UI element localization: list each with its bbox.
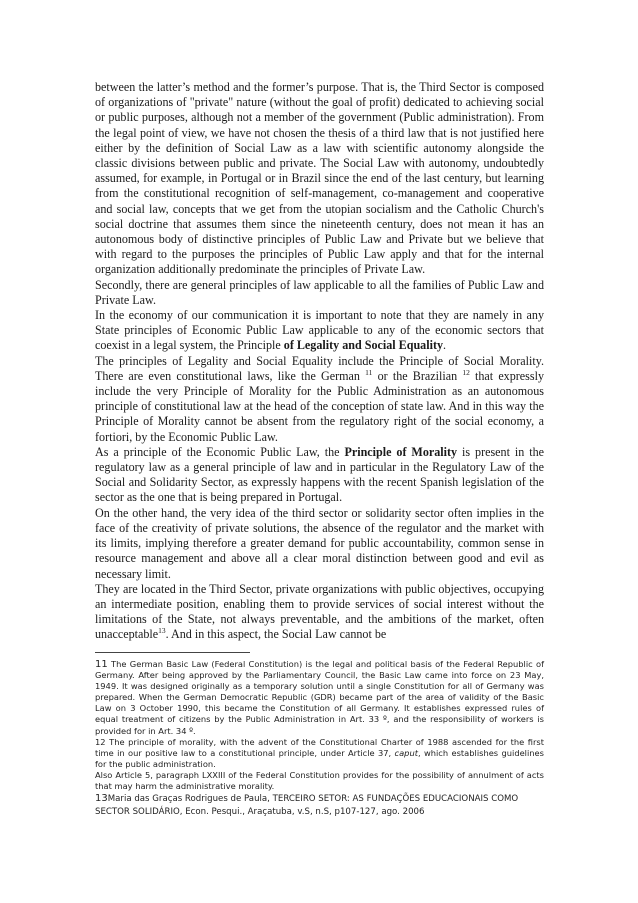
footnote-12-continued-text: Also Article 5, paragraph LXXIII of the Federal Constitution provides for the possibility of annulment of acts that may harm the administrative morality. xyxy=(95,769,544,792)
paragraph-4-end: that expressly include the very Principle of Morality for the Public Administration as an autonomous principle of constitutional law at the head of the conception of state law. And in this way the Principle of Morality cannot be absent from the regulatory right of the social economy, a fortiori, by the Economic Public Law. xyxy=(95,368,544,444)
legality-equality-bold: of Legality and Social Equality xyxy=(283,338,444,353)
paragraph-3-text: In the economy of our communication it is important to note that they are namely in any State principles of Economic Public Law applicable to any of the economic sectors that coexist in a legal system, the Principle xyxy=(95,308,544,353)
caput-italic: caput xyxy=(394,747,418,758)
footnote-11 xyxy=(95,659,544,737)
paragraph-4-mid: or the Brazilian xyxy=(372,368,463,383)
principle-of-morality-bold: Principle of Morality xyxy=(344,444,458,459)
body-text xyxy=(95,80,544,643)
paragraph-4-text: The principles of Legality and Social Equality include the Principle of Social Morality. There are even constitutional laws, like the German xyxy=(95,353,544,383)
footnote-ref-13[interactable]: 13 xyxy=(158,626,166,636)
footnote-ref-12[interactable]: 12 xyxy=(462,367,470,377)
paragraph-7-text: They are located in the Third Sector, private organizations with public objectives, occupying an intermediate position, enabling them to provide services of social interest without the limitations of the State, not always preventable, and the ambitions of the market, often unacceptable xyxy=(95,581,544,642)
footnote-11-text: The German Basic Law (Federal Constitution) is the legal and political basis of the Federal Republic of Germany. After being approved by the Parliamentary Council, the Basic Law came into force on 23 May, 1949. It was designed originally as a temporary solution until a single Constitution for all of Germany was prepared. When the German Democratic Republic (GDR) became part of the area of validity of the Basic Law on 3 October 1990, this became the Constitution of all Germany. It establishes expressed rules of equal treatment of citizens by the Public Administration in Art. 33 º, and the responsibility of workers is provided for in Art. 34 º. xyxy=(95,659,544,736)
paragraph-1-text: between the latter’s method and the former’s purpose. That is, the Third Sector is composed of organizations of "private" nature (without the goal of profit) dedicated to achieving social or public purposes, although not a member of the government (Public administration). From the legal point of view, we have not chosen the thesis of a third law that is not justified here either by the definition of Social Law as a law with scientific autonomy alongside the classic divisions between public and private. The Social Law with autonomy, undoubtedly assumed, for example, in Portugal or in Brazil since the end of the last century, but learning from the constitutional recognition of self-management, co-management and cooperative and social law, concepts that we get from the utopian socialism and the Catholic Church's social doctrine that assumes them since the nineteenth century, does not mean it has an autonomous body of distinctive principles of Public Law and Private but we believe that with regard to the purposes the principles of Public Law apply and that for the internal organization additionally predominate the principles of Private Law. xyxy=(95,80,544,277)
paragraph-7-end: . And in this aspect, the Social Law cannot be xyxy=(165,627,387,642)
paragraph-3 xyxy=(95,308,544,354)
footnote-12-end: , which establishes guidelines for the public administration. xyxy=(95,747,544,769)
footnote-12-mark: 12 xyxy=(95,736,106,747)
footnote-12 xyxy=(95,737,544,770)
paragraph-7 xyxy=(95,582,544,643)
paragraph-1 xyxy=(95,80,544,278)
paragraph-2 xyxy=(95,278,544,308)
paragraph-2-text: Secondly, there are general principles of law applicable to all the families of Public Law and Private Law. xyxy=(95,277,544,307)
footnote-12-text: The principle of morality, with the advent of the Constitutional Charter of 1988 ascended for the first time in our positive law to a constitutional principle, under Article 37, xyxy=(95,736,544,758)
paragraph-5-text: As a principle of the Economic Public Law, the xyxy=(95,444,345,459)
footnote-13 xyxy=(95,792,544,819)
paragraph-5 xyxy=(95,445,544,506)
footnote-13-mark: 13 xyxy=(95,793,108,805)
paragraph-3-end: . xyxy=(443,338,447,353)
footnotes xyxy=(95,659,544,819)
footnote-11-mark: 11 xyxy=(95,659,108,670)
footnote-separator xyxy=(95,652,250,653)
footnote-ref-11[interactable]: 11 xyxy=(365,367,373,377)
paragraph-5-end: is present in the regulatory law as a general principle of law and in particular in the Regulatory Law of the Social and Solidarity Sector, as expressly happens with the recent Spanish legislation of the sector as the one that is being prepared in Portugal. xyxy=(95,444,545,505)
paragraph-4 xyxy=(95,354,544,445)
footnote-13-text: Maria das Graças Rodrigues de Paula, TERCEIRO SETOR: AS FUNDAÇÕES EDUCACIONAIS COMO SECTOR SOLIDÁRIO, Econ. Pesqui., Araçatuba, v.S, n.S, p107-127, ago. 2006 xyxy=(95,794,519,818)
paragraph-6 xyxy=(95,506,544,582)
footnote-12-continued xyxy=(95,770,544,792)
paragraph-6-text: On the other hand, the very idea of the third sector or solidarity sector often implies in the face of the creativity of private solutions, the absence of the regulator and the market with its limits, implying therefore a greater demand for public accountability, common sense in resource management and above all a clear moral distinction between good and evil as necessary limit. xyxy=(95,505,544,581)
